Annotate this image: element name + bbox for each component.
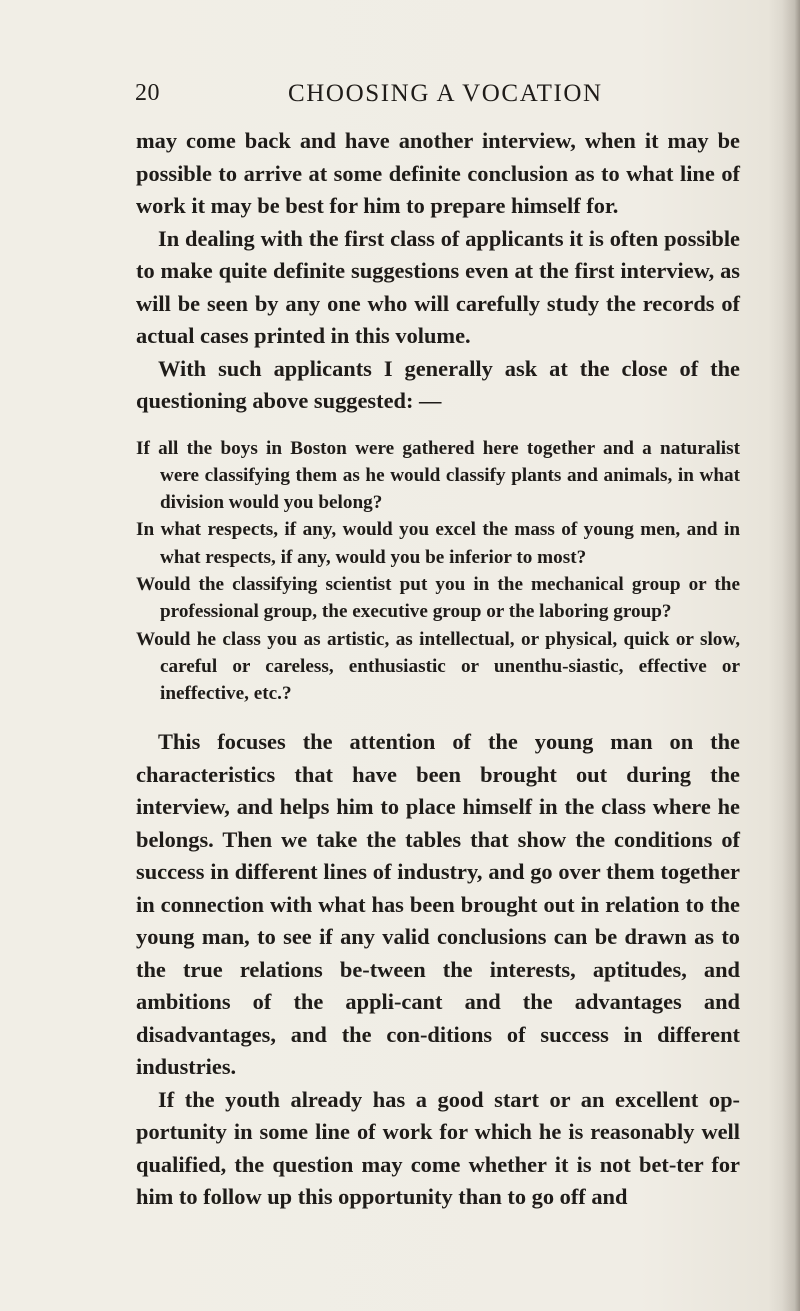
paragraph-first-class: In dealing with the first class of applicants it is often possible to make quite definite suggestions even at the first interview, as will be seen by any one who will carefully study the records of actual cases printed in this volume.	[136, 225, 740, 348]
question-list	[136, 435, 740, 708]
page-number: 20	[135, 80, 160, 106]
question-item: In what respects, if any, would you excel the mass of young men, and in what respects, if any, would you be inferior to most?	[136, 519, 740, 568]
paragraph-continuation: may come back and have another interview, when it may be possible to arrive at some definite conclusion as to what line of work it may be best for him to prepare himself for.	[136, 128, 740, 218]
paragraph-focus: This focuses the attention of the young man on the characteristics that have been brought out during the interview, and helps him to place himself in the class where he belongs. Then we take the tables that show the conditions of success in different lines of industry, and go over them together in connection with what has been brought out in relation to the young man, to see if any valid conclusions can be drawn as to the true relations be-tween the interests, aptitudes, and ambitions of the appli-cant and the advantages and disadvantages, and the con-ditions of success in different industries.	[136, 729, 740, 1080]
paragraph-opportunity: If the youth already has a good start or an excellent op-portunity in some line of work for which he is reasonably well qualified, the question may come whether it is not bet-ter for him to follow up this opportunity than to go off and	[136, 1086, 740, 1210]
question-item: Would the classifying scientist put you in the mechanical group or the professional group, the executive group or the laboring group?	[136, 573, 740, 623]
running-head	[135, 80, 735, 120]
paragraph-questioning-intro: With such applicants I generally ask at the close of the questioning above suggested: —	[136, 355, 740, 413]
running-title: CHOOSING A VOCATION	[288, 80, 603, 107]
question-item: If all the boys in Boston were gathered here together and a naturalist were classifying them as he would classify plants and animals, in what division would you belong?	[136, 437, 740, 514]
page-edge-shadow	[782, 0, 800, 1311]
question-item: Would he class you as artistic, as intellectual, or physical, quick or slow, careful or careless, enthusiastic or unenthu-siastic, effective or ineffective, etc.?	[136, 628, 740, 705]
body-text	[136, 125, 740, 1214]
